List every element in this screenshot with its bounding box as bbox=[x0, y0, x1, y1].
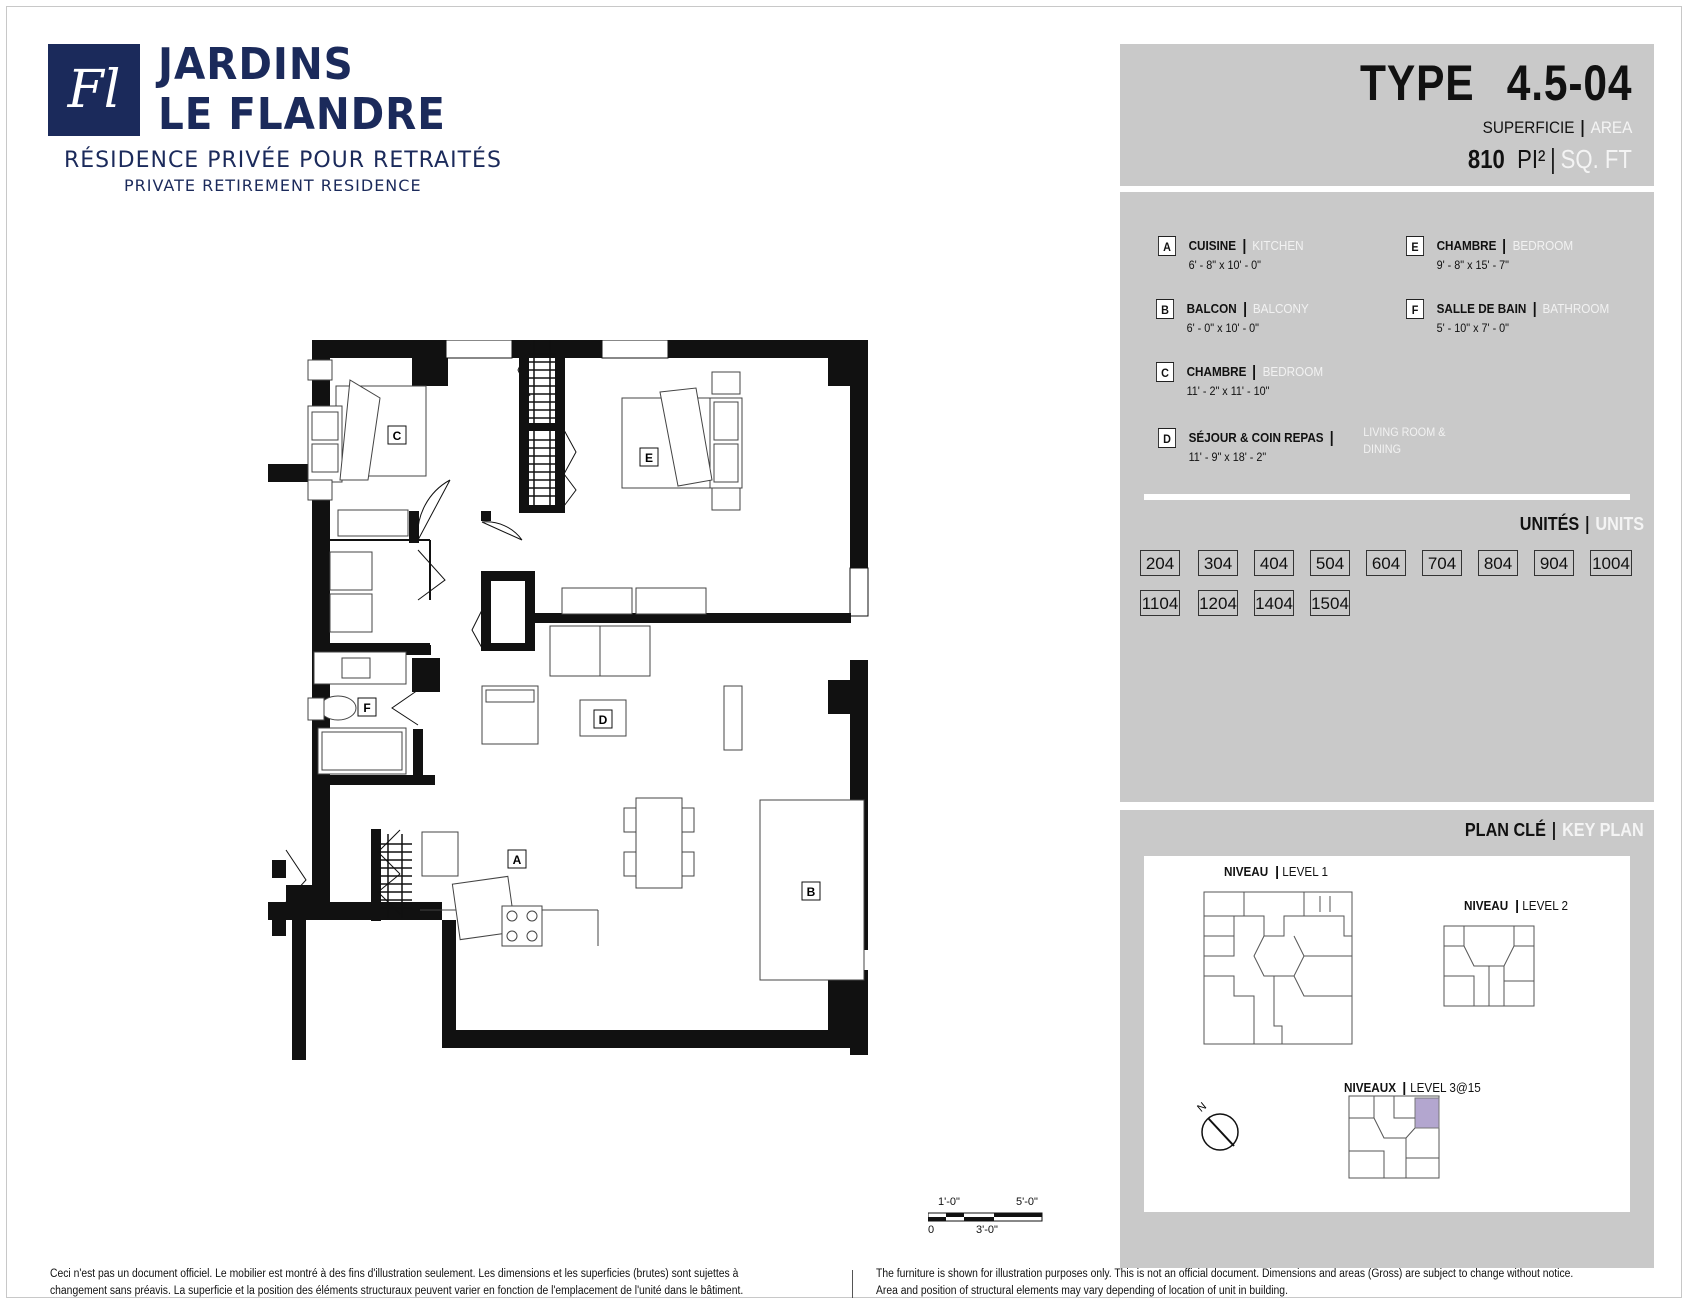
plan-label-b: B bbox=[806, 885, 816, 899]
scale-graphic bbox=[928, 1212, 1048, 1222]
area-value: 810 bbox=[1468, 144, 1505, 174]
level2-label: NIVEAU LEVEL 2 bbox=[1464, 898, 1569, 913]
unit-chip: 204 bbox=[1140, 550, 1180, 576]
area-unit-en: SQ. FT bbox=[1560, 144, 1632, 174]
room-tag: D bbox=[1158, 428, 1176, 448]
unit-chip: 304 bbox=[1198, 550, 1238, 576]
room-tag: E bbox=[1406, 236, 1424, 256]
unit-type-code: 4.5-04 bbox=[1506, 55, 1632, 111]
unit-chip: 1204 bbox=[1198, 590, 1238, 616]
level3-label: NIVEAUX LEVEL 3@15 bbox=[1344, 1080, 1481, 1095]
room-tag: A bbox=[1158, 236, 1176, 256]
unit-chip: 804 bbox=[1478, 550, 1518, 576]
scale-label-0: 0 bbox=[928, 1224, 935, 1236]
brand-name-line1: JARDINS bbox=[158, 39, 354, 90]
plan-label-d: D bbox=[598, 713, 608, 727]
key-plan-drawings bbox=[1144, 856, 1630, 1212]
room-name: BALCON BALCONY bbox=[1186, 301, 1309, 316]
logo-monogram-text: Fl bbox=[67, 60, 121, 120]
room-dims: 6' - 8" x 10' - 0" bbox=[1188, 258, 1262, 272]
plan-label-f: F bbox=[363, 701, 371, 715]
level1-plan bbox=[1204, 892, 1352, 1044]
unit-chip: 1504 bbox=[1310, 590, 1350, 616]
scale-label-1ft: 1'-0" bbox=[938, 1196, 960, 1208]
floor-plan bbox=[250, 340, 940, 1080]
divider bbox=[1552, 148, 1554, 174]
room-dims: 9' - 8" x 15' - 7" bbox=[1436, 258, 1510, 272]
unit-type-label: TYPE bbox=[1359, 55, 1475, 111]
brand-name bbox=[158, 40, 446, 140]
room-tag: C bbox=[1156, 362, 1174, 382]
logo-monogram bbox=[48, 44, 140, 136]
area-value-row bbox=[1468, 144, 1632, 175]
room-name-en: LIVING ROOM & DINING bbox=[1363, 425, 1446, 456]
north-label: N bbox=[1195, 1100, 1210, 1115]
unit-chip: 504 bbox=[1310, 550, 1350, 576]
plan-label-a: A bbox=[512, 853, 522, 867]
room-name: SÉJOUR & COIN REPAS bbox=[1189, 430, 1340, 446]
plan-label-c: C bbox=[392, 429, 402, 443]
area-label-fr: SUPERFICIE bbox=[1482, 118, 1575, 137]
disclaimer-en: The furniture is shown for illustration purposes only. This is not an official document. Dimensions and areas (Gross) are subject to change without notice. Area and position of structural elements may vary depending of location of unit in building. bbox=[876, 1268, 1574, 1297]
area-unit-fr: PI² bbox=[1517, 144, 1546, 174]
scale-label-3ft: 3'-0" bbox=[976, 1224, 998, 1236]
unit-type-title bbox=[1360, 54, 1632, 112]
area-label bbox=[1482, 118, 1632, 138]
room-dims: 6' - 0" x 10' - 0" bbox=[1186, 321, 1260, 335]
brand-subtitle-en: PRIVATE RETIREMENT RESIDENCE bbox=[124, 176, 422, 195]
divider bbox=[1581, 120, 1583, 137]
units-heading: UNITÉS UNITS bbox=[1519, 514, 1644, 534]
level2-plan bbox=[1444, 926, 1534, 1006]
unit-chip: 704 bbox=[1422, 550, 1462, 576]
north-arrow bbox=[1202, 1114, 1238, 1150]
level1-label: NIVEAU LEVEL 1 bbox=[1224, 864, 1329, 879]
brand-subtitle-fr: RÉSIDENCE PRIVÉE POUR RETRAITÉS bbox=[64, 148, 502, 173]
room-name: CUISINE KITCHEN bbox=[1188, 238, 1304, 253]
unit-chip: 1004 bbox=[1590, 550, 1632, 576]
plan-label-e: E bbox=[644, 451, 654, 465]
unit-chip: 1104 bbox=[1140, 590, 1180, 616]
room-dims: 11' - 2" x 11' - 10" bbox=[1186, 384, 1270, 398]
room-tag: F bbox=[1406, 299, 1424, 319]
disclaimer-fr: Ceci n'est pas un document officiel. Le mobilier est montré à des fins d'illustration seulement. Les dimensions et les superficies (brutes) sont sujettes à changement sans préavis. La superficie et la position des éléments structuraux peuvent varier en fonction de l'emplacement de l'unité dans le bâtiment. bbox=[50, 1268, 744, 1297]
key-plan-box bbox=[1144, 856, 1630, 1212]
unit-chip: 904 bbox=[1534, 550, 1574, 576]
disclaimer-divider bbox=[852, 1270, 853, 1298]
unit-chip: 404 bbox=[1254, 550, 1294, 576]
area-label-en: AREA bbox=[1590, 118, 1632, 137]
type-panel bbox=[1120, 44, 1654, 186]
room-tag: B bbox=[1156, 299, 1174, 319]
highlighted-unit bbox=[1415, 1098, 1439, 1128]
key-plan-heading: PLAN CLÉ KEY PLAN bbox=[1465, 820, 1644, 840]
scale-label-5ft: 5'-0" bbox=[1016, 1196, 1038, 1208]
brand-name-line2: LE FLANDRE bbox=[158, 89, 446, 140]
divider-line bbox=[1144, 494, 1630, 500]
room-dims: 11' - 9" x 18' - 2" bbox=[1188, 450, 1267, 464]
room-name: CHAMBRE BEDROOM bbox=[1436, 238, 1574, 253]
room-name: SALLE DE BAIN BATHROOM bbox=[1436, 301, 1610, 316]
room-dims: 5' - 10" x 7' - 0" bbox=[1436, 321, 1510, 335]
unit-chip: 604 bbox=[1366, 550, 1406, 576]
furniture bbox=[308, 360, 864, 980]
room-name: CHAMBRE BEDROOM bbox=[1186, 364, 1324, 379]
level3-plan bbox=[1349, 1096, 1439, 1178]
unit-chip: 1404 bbox=[1254, 590, 1294, 616]
